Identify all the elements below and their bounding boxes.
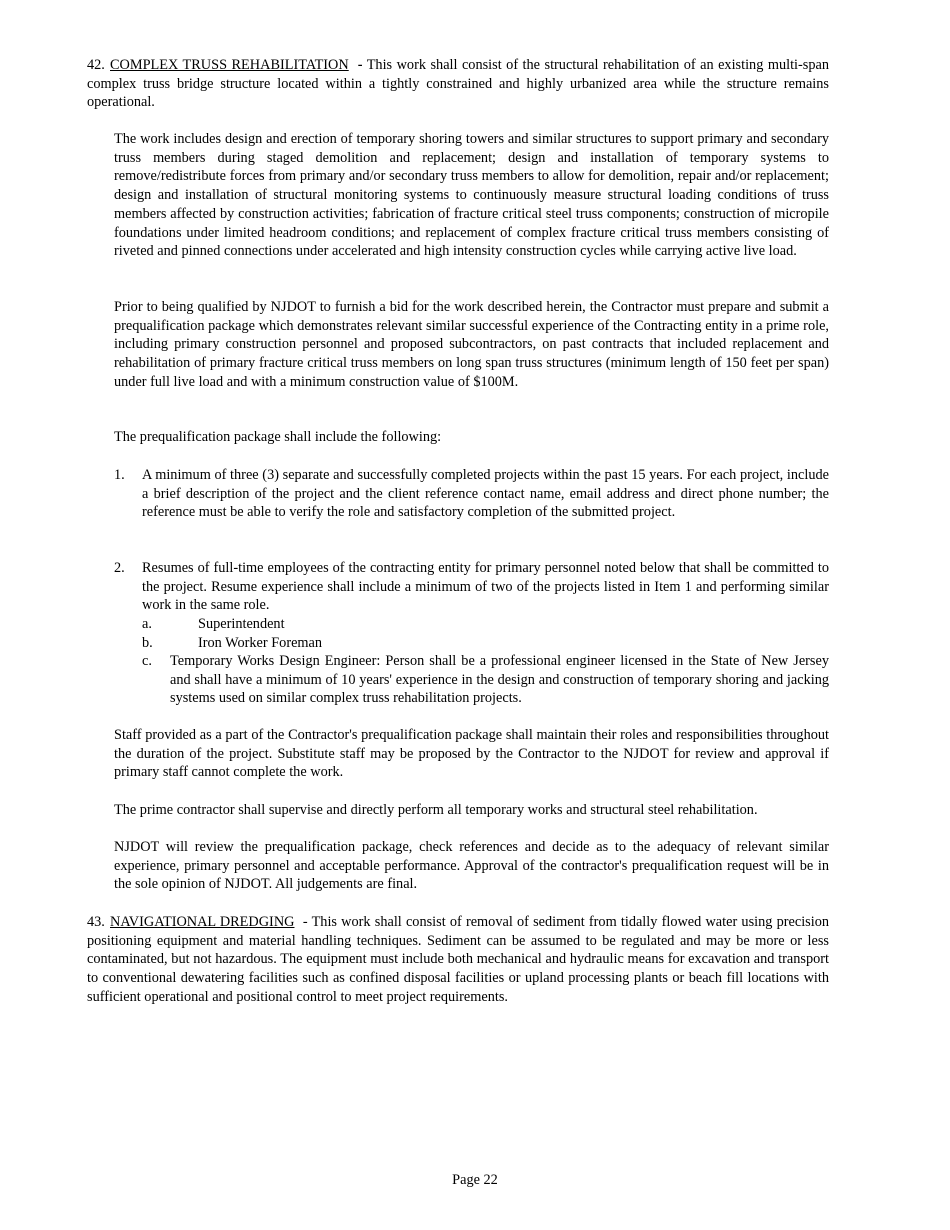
section-42-paragraph-3: The prequalification package shall include the following:	[114, 429, 442, 445]
sub-item-a	[142, 615, 829, 634]
section-42-paragraph-6: NJDOT will review the prequalification package, check references and decide as to the adequacy of relevant similar experience, primary personnel and acceptable performance. Approval of the contractor's prequalification request will be in the sole opinion of NJDOT. All judgements are final.	[114, 839, 829, 893]
section-42-paragraph-2: Prior to being qualified by NJDOT to furnish a bid for the work described herein, the Contractor must prepare and submit a prequalification package which demonstrates relevant similar successful experience of the Contracting entity in a prime role, including primary construction personnel and proposed subcontractors, on past contracts that included replacement and rehabilitation of primary fracture critical truss members on long span truss structures (minimum length of 150 feet per span) under full live load and with a minimum construction value of $100M.	[114, 299, 829, 390]
section-42	[87, 56, 829, 112]
section-42-paragraph-4: Staff provided as a part of the Contractor's prequalification package shall maintain their roles and responsibilities throughout the duration of the project. Substitute staff may be proposed by the Contractor to the NJDOT for review and approval if primary staff cannot complete the work.	[114, 727, 829, 781]
sub-item-c-text: Temporary Works Design Engineer: Person shall be a professional engineer licensed in the State of New Jersey and shall have a minimum of 10 years' experience in the design and construction of temporary shoring and jacking systems used on similar complex truss rehabilitation projects.	[170, 653, 829, 707]
sub-item-b-label: b.	[142, 635, 153, 651]
section-43	[87, 913, 829, 1007]
list-item-1-text: A minimum of three (3) separate and successfully completed projects within the past 15 years. For each project, include a brief description of the project and the client reference contact name, email address and direct phone number; the reference must be able to verify the role and satisfactory completion of the submitted project.	[142, 467, 829, 521]
section-43-title: NAVIGATIONAL DREDGING	[110, 914, 295, 930]
section-42-lead: This work shall consist of the structural rehabilitation of an existing multi-span complex truss bridge structure located within a tightly constrained and highly urbanized area while the structure remains operational.	[87, 57, 829, 111]
sub-item-a-label: a.	[142, 616, 152, 632]
list-item-2	[114, 559, 829, 615]
section-43-dash: -	[302, 914, 308, 930]
section-42-dash: -	[357, 57, 363, 73]
sub-item-c-label: c.	[142, 653, 152, 669]
section-42-heading	[87, 56, 829, 112]
list-item-2-text: Resumes of full-time employees of the contracting entity for primary personnel noted below that shall be committed to the project. Resume experience shall include a minimum of two of the projects listed in Item 1 and performing similar work in the same role.	[142, 560, 829, 614]
section-42-title: COMPLEX TRUSS REHABILITATION	[110, 57, 349, 73]
section-43-lead: This work shall consist of removal of sediment from tidally flowed water using precision positioning equipment and material handling techniques. Sediment can be assumed to be regulated and may be more or less contaminated, but not hazardous. The equipment must include both mechanical and hydraulic means for excavation and transport to conventional dewatering facilities such as confined disposal facilities or upland processing plants or beach fill locations with sufficient operational and positional control to meet project requirements.	[87, 914, 830, 1005]
section-42-paragraph-5: The prime contractor shall supervise and directly perform all temporary works and structural steel rehabilitation.	[114, 802, 758, 818]
list-item-1	[114, 466, 829, 522]
section-43-heading	[87, 913, 829, 1007]
list-item-1-number: 1.	[114, 467, 125, 483]
section-43-number: 43.	[87, 914, 105, 930]
sub-item-c	[142, 652, 829, 708]
sub-item-b	[142, 634, 829, 653]
sub-item-a-text: Superintendent	[198, 616, 285, 632]
list-item-2-number: 2.	[114, 560, 125, 576]
sub-item-b-text: Iron Worker Foreman	[198, 635, 323, 651]
page-footer: Page 22	[452, 1172, 498, 1188]
section-42-number: 42.	[87, 57, 105, 73]
section-42-paragraph-1: The work includes design and erection of temporary shoring towers and similar structures to support primary and secondary truss members during staged demolition and replacement; design and installation of temporary systems to remove/redistribute forces from primary and/or secondary truss members to allow for demolition, repair and/or replacement; design and installation of structural monitoring systems to continuously measure structural loading conditions of truss members affected by construction activities; fabrication of fracture critical steel truss components; construction of micropile foundations under limited headroom conditions; and replacement of complex fracture critical truss members consisting of riveted and pinned connections under accelerated and high intensity construction cycles while carrying active live load.	[114, 131, 829, 260]
